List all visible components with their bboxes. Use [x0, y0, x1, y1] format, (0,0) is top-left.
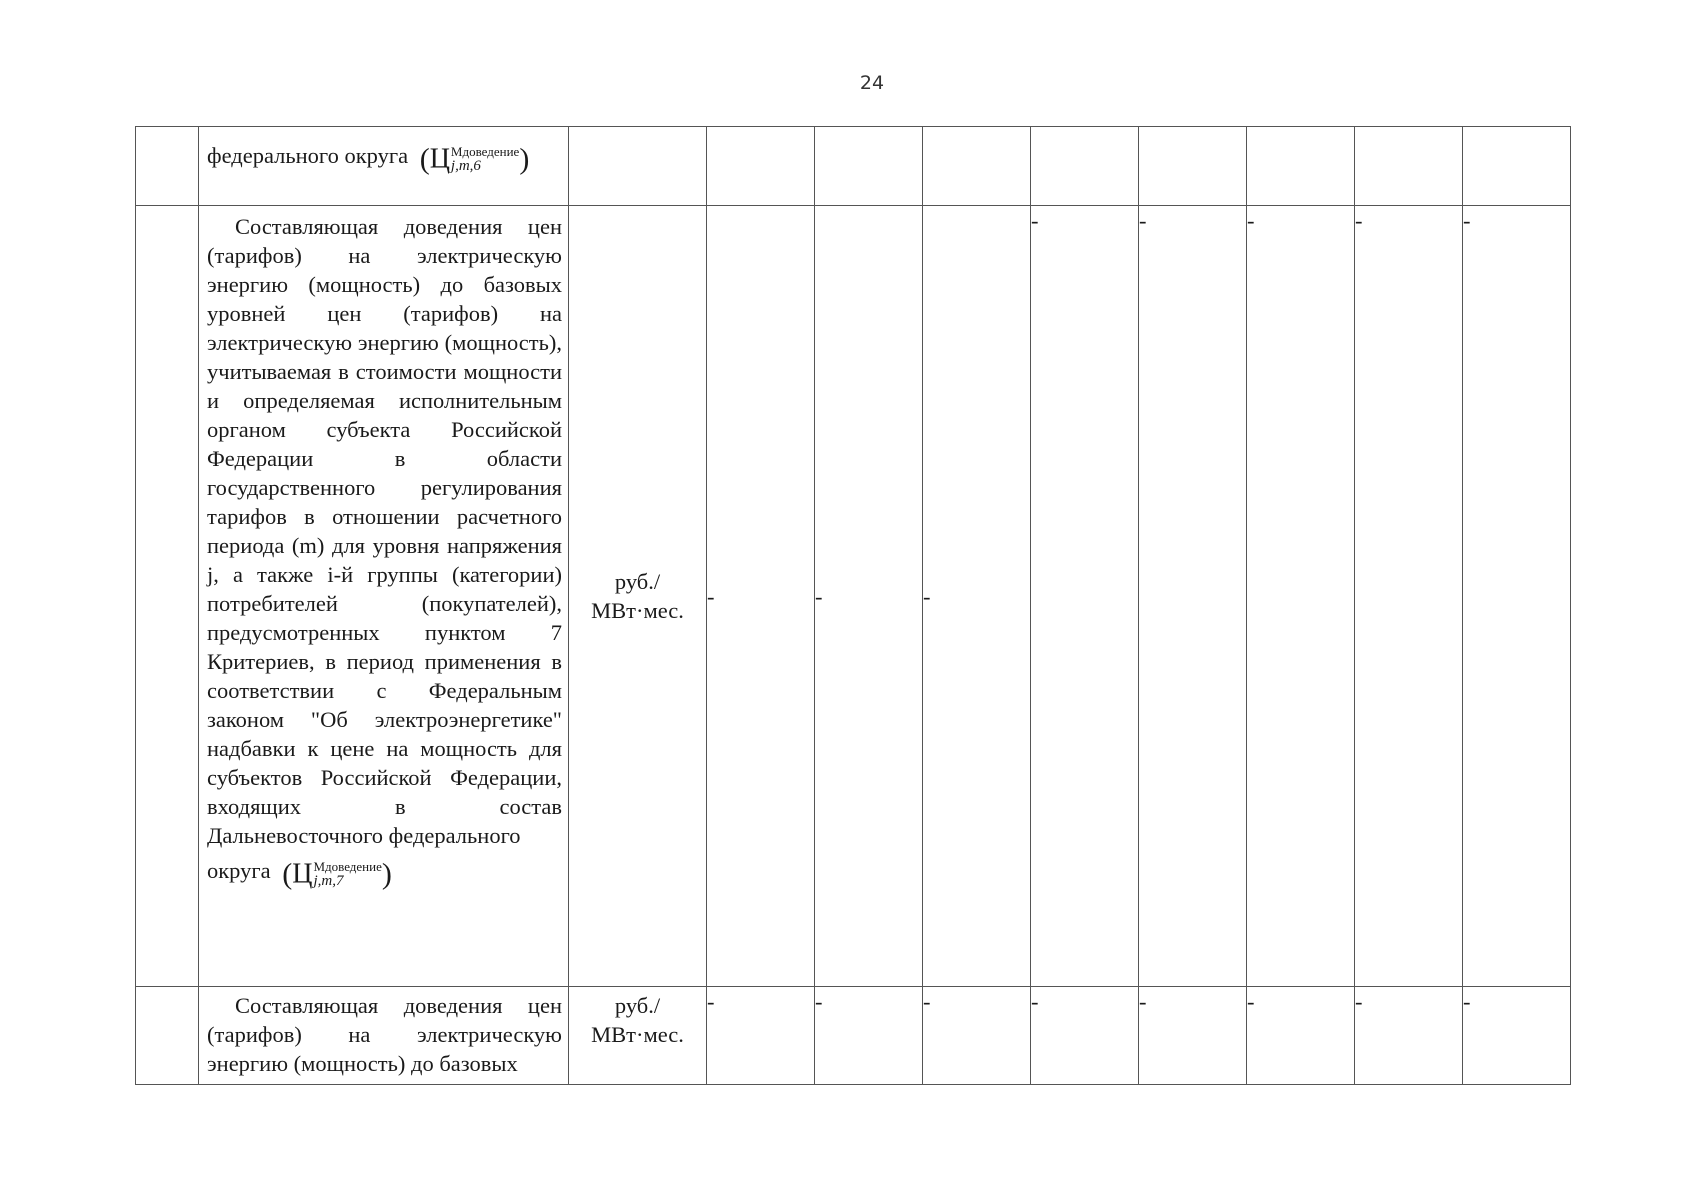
description-cell — [199, 206, 569, 987]
value-cell: - — [1247, 206, 1355, 987]
value-cell — [1463, 127, 1571, 206]
tariff-table — [135, 126, 1571, 1085]
value-cell: - — [1355, 206, 1463, 987]
unit-cell: руб./ МВт·мес. — [569, 206, 707, 987]
formula-superscript: Мдоведение — [313, 859, 382, 875]
description-text: Составляющая доведения цен (тарифов) на электрическую энергию (мощность) до базовых — [207, 993, 562, 1076]
description-cell — [199, 987, 569, 1085]
table-row — [136, 206, 1571, 987]
value-cell: - — [1355, 987, 1463, 1085]
value-cell — [1355, 127, 1463, 206]
value-cell — [1031, 127, 1139, 206]
value-cell: - — [1139, 987, 1247, 1085]
value-cell — [707, 127, 815, 206]
unit-cell: руб./ МВт·мес. — [569, 987, 707, 1085]
value-cell: - — [1463, 206, 1571, 987]
value-cell: - — [1139, 206, 1247, 987]
value-cell: - — [707, 987, 815, 1085]
value-cell — [923, 127, 1031, 206]
formula-symbol: Ц — [292, 858, 313, 890]
row-number-cell — [136, 127, 199, 206]
value-cell: - — [1031, 206, 1139, 987]
formula-symbol: Ц — [429, 143, 450, 175]
value-cell — [1139, 127, 1247, 206]
value-cell: - — [815, 206, 923, 987]
value-cell — [815, 127, 923, 206]
value-cell: - — [815, 987, 923, 1085]
row-number-cell — [136, 206, 199, 987]
value-cell: - — [923, 987, 1031, 1085]
description-cell — [199, 127, 569, 206]
formula-subscript: j,m,6 — [450, 158, 481, 175]
value-cell: - — [1463, 987, 1571, 1085]
value-cell — [1247, 127, 1355, 206]
formula-subscript: j,m,7 — [313, 873, 344, 890]
page-number: 24 — [859, 72, 885, 94]
description-text-end: округа — [207, 858, 271, 883]
table-row — [136, 987, 1571, 1085]
formula-superscript: Мдоведение — [450, 144, 520, 160]
value-cell: - — [1031, 987, 1139, 1085]
description-text: федерального округа — [207, 143, 409, 168]
description-text: Составляющая доведения цен (тарифов) на электрическую энергию (мощность) до базовых уровней цен (тарифов) на электрическую энергию (мощность), учитываемая в стоимости мощности и определяемая исполнительным органом субъекта Российской Федерации в области государственного регулирования тарифов в отношении расчетного периода (m) для уровня напряжения j, а также i-й группы (категории) потребителей (покупателей), предусмотренных пунктом 7 Критериев, в период применения в соответствии с Федеральным законом "Об электроэнергетике" надбавки к цене на мощность для субъектов Российской Федерации, входящих в состав Дальневосточного федерального — [207, 214, 562, 848]
row-number-cell — [136, 987, 199, 1085]
table-row — [136, 127, 1571, 206]
formula: (Ц Мдоведение j,m,7 ) — [282, 857, 392, 891]
value-cell: - — [707, 206, 815, 987]
value-cell: - — [923, 206, 1031, 987]
value-cell: - — [1247, 987, 1355, 1085]
unit-cell — [569, 127, 707, 206]
formula: (Ц Мдоведение j,m,6 ) — [419, 142, 530, 176]
